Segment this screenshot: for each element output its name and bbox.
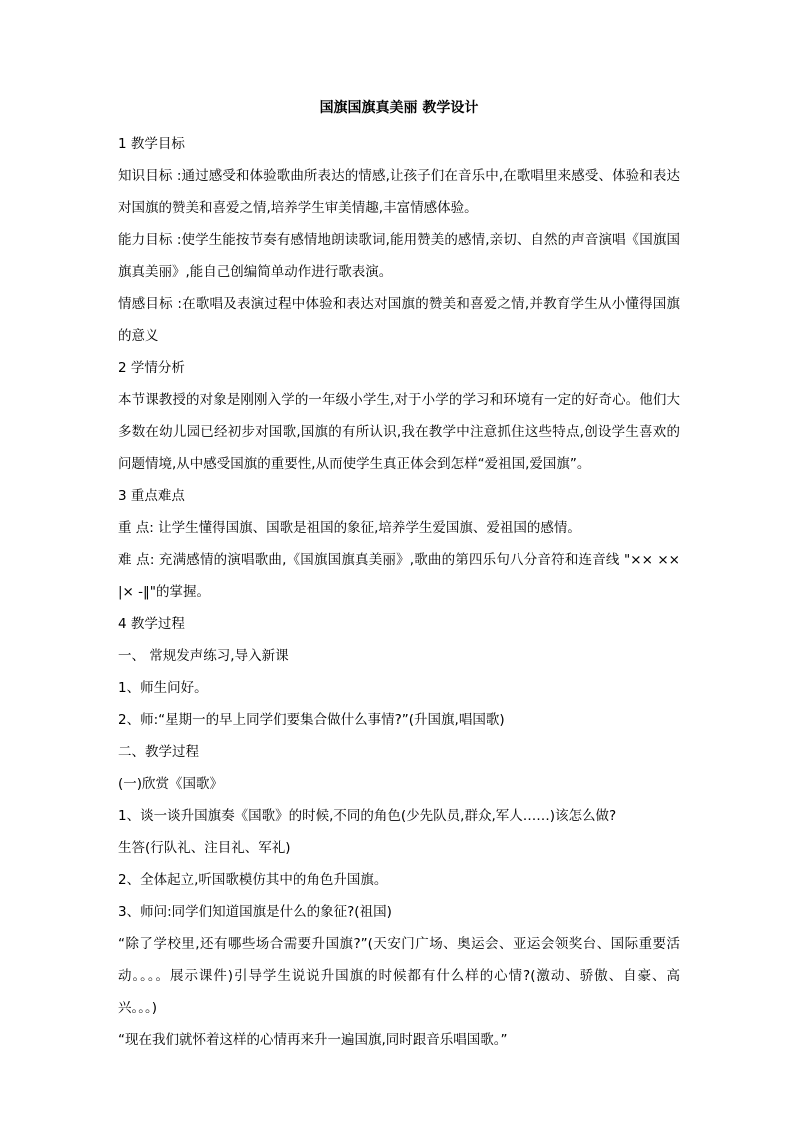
analysis-paragraph: 本节课教授的对象是刚刚入学的一年级小学生,对于小学的学习和环境有一定的好奇心。他们大多数在幼儿园已经初步对国歌,国旗的有所认识,我在教学中注意抓住这些特点,创设学生喜欢的问题情境,从中感受国旗的重要性,从而使学生真正体会到怎样“爱祖国,爱国旗”。 xyxy=(118,392,680,472)
process-item: 3、师问:同学们知道国旗是什么的象征?(祖国) xyxy=(118,904,392,920)
knowledge-objective: 知识目标 :通过感受和体验歌曲所表达的情感,让孩子们在音乐中,在歌唱里来感受、体验和表达对国旗的赞美和喜爱之情,培养学生审美情趣,丰富情感体验。 xyxy=(118,168,680,216)
key-point: 重 点: 让学生懂得国旗、国歌是祖国的象征,培养学生爱国旗、爱祖国的感情。 xyxy=(118,520,581,536)
section-heading-process: 4 教学过程 xyxy=(118,616,185,632)
section-heading-analysis: 2 学情分析 xyxy=(118,360,185,376)
document-page xyxy=(118,98,680,1056)
process-subheading: (一)欣赏《国歌》 xyxy=(118,776,224,792)
ability-objective: 能力目标 :使学生能按节奏有感情地朗读歌词,能用赞美的感情,亲切、自然的声音演唱《国旗国旗真美丽》,能自己创编简单动作进行歌表演。 xyxy=(118,232,680,280)
process-item: 2、师:“星期一的早上同学们要集合做什么事情?”(升国旗,唱国歌) xyxy=(118,712,505,728)
difficult-point: 难 点: 充满感情的演唱歌曲,《国旗国旗真美丽》,歌曲的第四乐句八分音符和连音线 "×× ×× |× -‖"的掌握。 xyxy=(118,552,680,600)
process-step-heading-1: 一、 常规发声练习,导入新课 xyxy=(118,648,289,664)
document-title: 国旗国旗真美丽 教学设计 xyxy=(319,100,479,116)
emotion-objective: 情感目标 :在歌唱及表演过程中体验和表达对国旗的赞美和喜爱之情,并教育学生从小懂得国旗的意义 xyxy=(118,296,680,344)
process-step-heading-2: 二、教学过程 xyxy=(118,744,199,760)
process-paragraph: “除了学校里,还有哪些场合需要升国旗?”(天安门广场、奥运会、亚运会领奖台、国际重要活动。。。。展示课件)引导学生说说升国旗的时候都有什么样的心情?(激动、骄傲、自豪、高兴。。。) xyxy=(118,936,680,1016)
section-heading-key-points: 3 重点难点 xyxy=(118,488,185,504)
process-item: 生答(行队礼、注目礼、军礼) xyxy=(118,840,291,856)
section-heading-objectives: 1 教学目标 xyxy=(118,136,185,152)
process-item: “现在我们就怀着这样的心情再来升一遍国旗,同时跟音乐唱国歌。” xyxy=(118,1032,508,1048)
process-item: 1、谈一谈升国旗奏《国歌》的时候,不同的角色(少先队员,群众,军人……)该怎么做? xyxy=(118,808,617,824)
process-item: 2、全体起立,听国歌模仿其中的角色升国旗。 xyxy=(118,872,388,888)
process-item: 1、师生问好。 xyxy=(118,680,208,696)
